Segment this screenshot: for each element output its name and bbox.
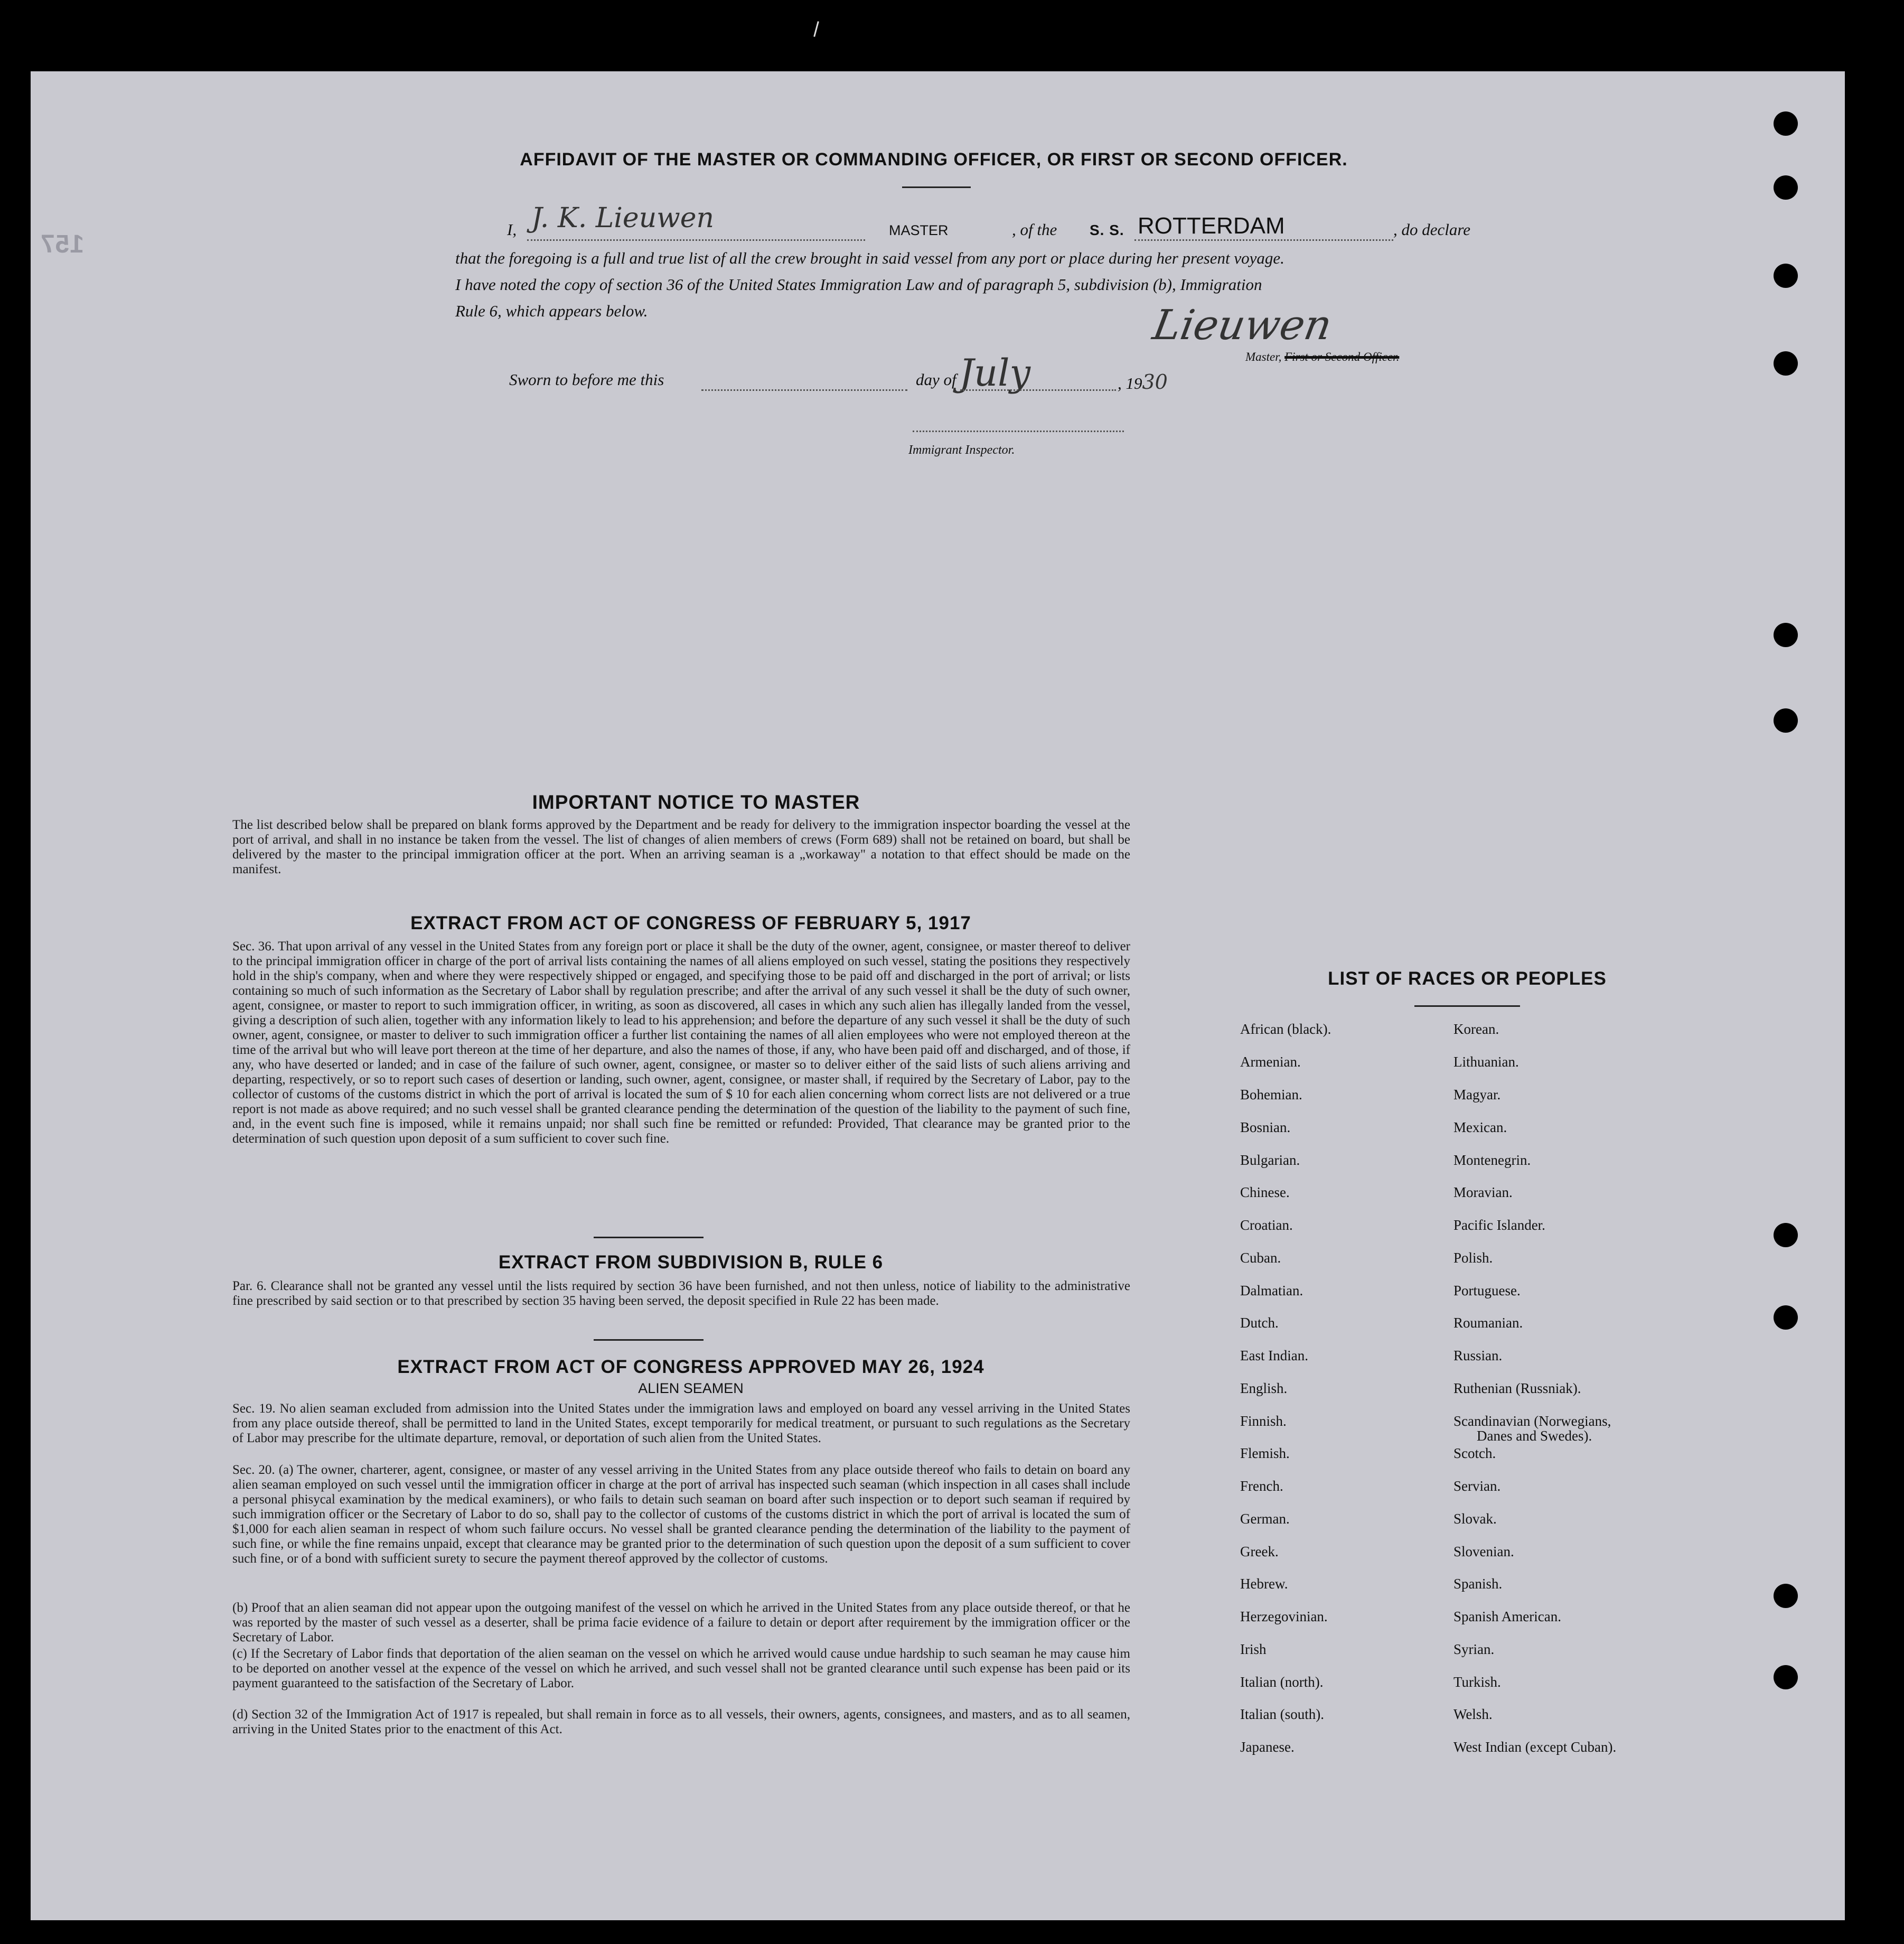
sworn-day-line (701, 389, 907, 391)
year-prefix: , 19 (1118, 374, 1142, 392)
race-item: Chinese. (1240, 1184, 1290, 1200)
month-line (960, 389, 1116, 391)
punch-hole (1774, 111, 1798, 136)
act-1917-title: EXTRACT FROM ACT OF CONGRESS OF FEBRUARY 5, 1917 (410, 913, 971, 933)
punch-hole (1774, 351, 1798, 376)
race-item: Bosnian. (1240, 1119, 1291, 1135)
race-item: Dutch. (1240, 1315, 1279, 1331)
race-item: Roumanian. (1453, 1315, 1523, 1331)
race-item: Welsh. (1453, 1706, 1493, 1722)
act-1924-sec20b: (b) Proof that an alien seaman did not appear upon the outgoing manifest of the vessel on which he arrived in the United States from any place outside thereof, or that he was reported by the master of such vessel as a deserter, shall be prima facie evidence of a failure to detain or deport after requirement by the immigration officer or the Secretary of Labor. (232, 1601, 1130, 1644)
do-declare-label: , do declare (1393, 220, 1471, 239)
vessel-line (1134, 239, 1393, 241)
race-item: Korean. (1453, 1021, 1499, 1037)
act-1924-sec19: Sec. 19. No alien seaman excluded from admission into the United States under the immigration laws and employed on board any vessel arriving in the United States from any place outside thereof, shall be permitted to land in the United States, except temporarily for medical treatment, or pursuant to such regulations as the Secretary of Labor may prescribe for the ultimate departure, removal, or deportation of such alien from the United States. (232, 1401, 1130, 1445)
punch-hole (1774, 175, 1798, 200)
race-item: Italian (south). (1240, 1706, 1324, 1722)
notice-title: IMPORTANT NOTICE TO MASTER (532, 791, 860, 813)
race-item: German. (1240, 1511, 1290, 1527)
race-item: Irish (1240, 1641, 1267, 1657)
races-title: LIST OF RACES OR PEOPLES (1328, 968, 1607, 989)
affidavit-line-2: that the foregoing is a full and true list of all the crew brought in said vessel from any port or place during her present voyage. (455, 249, 1284, 267)
race-item: Dalmatian. (1240, 1283, 1303, 1298)
race-item: English. (1240, 1380, 1288, 1396)
race-item: Mexican. (1453, 1119, 1507, 1135)
master-label: MASTER (889, 222, 949, 238)
race-item: Servian. (1453, 1478, 1501, 1494)
race-item: Slovak. (1453, 1511, 1497, 1527)
punch-hole (1774, 1665, 1798, 1689)
race-item: Croatian. (1240, 1217, 1293, 1233)
sworn-month-handwritten: July (959, 351, 1031, 395)
race-item: Magyar. (1453, 1087, 1501, 1102)
race-item: Bulgarian. (1240, 1152, 1300, 1168)
punch-hole (1774, 623, 1798, 647)
document-page (31, 71, 1845, 1920)
race-item: Armenian. (1240, 1054, 1301, 1070)
divider (594, 1339, 704, 1341)
race-item: Spanish. (1453, 1576, 1503, 1592)
day-of-label: day of (916, 370, 956, 389)
of-the-label: , of the (1012, 220, 1057, 239)
race-item: African (black). (1240, 1021, 1331, 1037)
act-1924-sec20c: (c) If the Secretary of Labor finds that deportation of the alien seaman on the vessel on which he arrived would cause undue hardship to such seaman he may cause him to be deported on another vessel at the expence of the vessel on which he arrived, and such vessel shall not be granted clearance until such expense has been paid or its payment guaranteed to the satisfaction of the Secretary of Labor. (232, 1647, 1130, 1690)
race-item: Russian. (1453, 1348, 1503, 1363)
affidavit-line-3: I have noted the copy of section 36 of the United States Immigration Law and of paragraph 5, subdivision (b), Immigration (455, 275, 1262, 294)
scan-mark (813, 21, 819, 37)
punch-hole (1774, 264, 1798, 288)
race-item: Scotch. (1453, 1445, 1496, 1461)
rule-6-title: EXTRACT FROM SUBDIVISION B, RULE 6 (498, 1252, 884, 1273)
master-signature: Lieuwen (1149, 302, 1336, 349)
race-item: Herzegovinian. (1240, 1609, 1328, 1624)
affidavit-line-4: Rule 6, which appears below. (455, 302, 648, 320)
race-item: Flemish. (1240, 1445, 1290, 1461)
sworn-label: Sworn to before me this (509, 370, 664, 389)
race-item: Turkish. (1453, 1674, 1501, 1690)
divider (902, 186, 971, 188)
race-item: East Indian. (1240, 1348, 1308, 1363)
act-1924-sec20d: (d) Section 32 of the Immigration Act of 1917 is repealed, but shall remain in force as to all vessels, their owners, agents, consignees, and masters, and as to all seamen, arriving in the United States prior to the enactment of this Act. (232, 1707, 1130, 1736)
act-1924-title: EXTRACT FROM ACT OF CONGRESS APPROVED MAY 26, 1924 (397, 1357, 984, 1377)
race-item: Polish. (1453, 1250, 1493, 1266)
divider (1414, 1005, 1520, 1007)
race-item: Greek. (1240, 1544, 1279, 1559)
vessel-prefix: S. S. (1090, 222, 1124, 238)
notice-text: The list described below shall be prepared on blank forms approved by the Department and be ready for delivery to the immigration inspector boarding the vessel at the port of arrival, and shall in no instance be taken from the vessel. The list of changes of alien members of crews (Form 689) shall not be retained on board, but shall be delivered by the master to the principal immigration officer at the port. When an arriving seaman is a „workaway" a notation to that effect should be made on the manifest. (232, 818, 1130, 876)
race-item-continuation: Danes and Swedes). (1477, 1428, 1592, 1444)
name-line (527, 239, 865, 241)
race-item: Hebrew. (1240, 1576, 1288, 1592)
race-item: French. (1240, 1478, 1283, 1494)
divider (594, 1237, 704, 1238)
inspector-line (913, 431, 1124, 432)
race-item: Ruthenian (Russniak). (1453, 1380, 1581, 1396)
race-item: Cuban. (1240, 1250, 1281, 1266)
year-label (1118, 370, 1168, 394)
struck-officer-caption: First or Second Officer. (1284, 350, 1400, 363)
rule-6-text: Par. 6. Clearance shall not be granted any vessel until the lists required by section 36 have been furnished, and not then unless, notice of liability to the administrative fine prescribed by said section or to that prescribed by section 35 having been served, the deposit specified in Rule 22 has been made. (232, 1279, 1130, 1308)
punch-hole (1774, 708, 1798, 733)
race-item: Montenegrin. (1453, 1152, 1531, 1168)
affidavit-i-label: I, (507, 220, 517, 239)
race-item: Japanese. (1240, 1739, 1295, 1755)
race-item: Syrian. (1453, 1641, 1495, 1657)
act-1924-subtitle: ALIEN SEAMEN (638, 1380, 744, 1396)
affidavit-title: AFFIDAVIT OF THE MASTER OR COMMANDING OFFICER, OR FIRST OR SECOND OFFICER. (520, 149, 1348, 170)
race-item: Slovenian. (1453, 1544, 1514, 1559)
punch-hole (1774, 1223, 1798, 1247)
act-1917-text: Sec. 36. That upon arrival of any vessel in the United States from any foreign port or place it shall be the duty of the owner, agent, consignee, or master thereof to deliver to the principal immigration officer in charge of the port of arrival lists containing the names of all aliens employed on such vessel, stating the positions they respectively hold in the ship's company, when and where they were respectively shipped or engaged, and specifying those to be paid off and discharged in the port of arrival; or lists containing so much of such information as the Secretary of Labor shall by regulation prescribe; and after the arrival of any such vessel it shall be the duty of such owner, agent, consignee, or master to report to such immigration officer, in writing, as soon as discovered, all cases in which any such alien has illegally landed from the vessel, giving a description of such alien, together with any information likely to lead to his apprehension; and before the departure of any such vessel it shall be the duty of such owner, agent, consignee, or master to deliver to such immigration officer a further list containing the names of all alien employees who were not employed thereon at the time of the arrival but who will leave port thereon at the time of her departure, and also the names of those, if any, who have been paid off and discharged, and of those, if any, who have deserted or landed; and in case of the failure of such owner, agent, consignee, or master so to deliver either of the said lists of such aliens arriving and departing, respectively, or so to report such cases of desertion or landing, such owner, agent, consignee, or master shall, if required by the Secretary of Labor, pay to the collector of customs of the customs district in which the port of arrival is located the sum of $ 10 for each alien concerning whom correct lists are not delivered or a true report is not made as above required; and no such vessel shall be granted clearance pending the determination of the question of the liability to the payment of such fine, and, in the event such fine is imposed, while it remains unpaid; nor shall such fine be remitted or refunded: Provided, That clearance may be granted prior to the determination of such question upon deposit of a sum sufficient to cover such fine. (232, 939, 1130, 1146)
act-1924-sec20a: Sec. 20. (a) The owner, charterer, agent, consignee, or master of any vessel arriving in the United States from any place outside thereof who fails to detain on board any alien seaman employed on such vessel until the immigration officer in charge at the port of arrival has inspected such seaman (which inspection in all cases shall include a personal phisycal examination by the medical examiners), or who fails to detain such seaman on board after such inspection or to deport such seaman if required by such immigration officer or the Secretary of Labor to do so, shall pay to the collector of customs of the customs district in which the port of arrival is located the sum of $1,000 for each alien seaman in respect of whom such failure occurs. No vessel shall be granted clearance pending the determination of the liability to the payment of such fine, or while the fine remains unpaid, except that clearance may be granted prior to the determination of such question upon the deposit of a sum sufficient to cover such fine, or of a bond with sufficient surety to secure the payment thereof approved by the collector of customs. (232, 1463, 1130, 1566)
master-caption: Master, (1245, 350, 1282, 363)
race-item: Scandinavian (Norwegians, (1453, 1413, 1611, 1429)
punch-hole (1774, 1305, 1798, 1330)
inspector-caption: Immigrant Inspector. (908, 443, 1015, 457)
race-item: Pacific Islander. (1453, 1217, 1545, 1233)
punch-hole (1774, 1584, 1798, 1608)
race-item: Moravian. (1453, 1184, 1513, 1200)
race-item: West Indian (except Cuban). (1453, 1739, 1617, 1755)
race-item: Finnish. (1240, 1413, 1287, 1429)
race-item: Portuguese. (1453, 1283, 1521, 1298)
race-item: Lithuanian. (1453, 1054, 1519, 1070)
race-item: Italian (north). (1240, 1674, 1324, 1690)
race-item: Bohemian. (1240, 1087, 1302, 1102)
sheet-number: 157 (40, 230, 85, 258)
signature-caption (1245, 350, 1399, 364)
master-name-handwritten: J. K. Lieuwen (531, 202, 714, 234)
vessel-name: ROTTERDAM (1138, 213, 1285, 239)
race-item: Spanish American. (1453, 1609, 1561, 1624)
year-handwritten: 30 (1142, 370, 1168, 394)
